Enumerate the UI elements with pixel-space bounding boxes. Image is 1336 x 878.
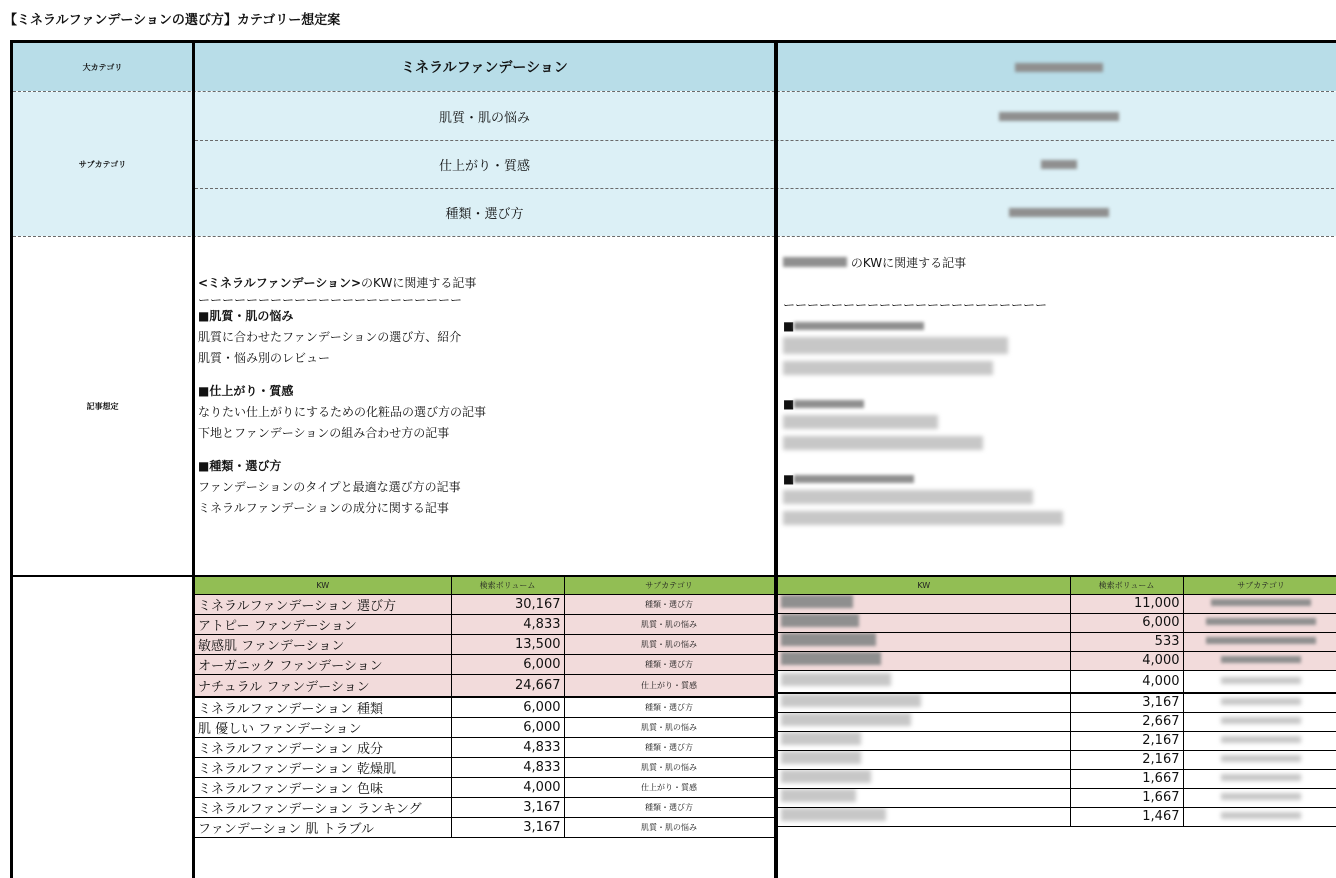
table-row <box>195 654 774 674</box>
subcategory-cell[interactable]: 肌質・肌の悩み <box>564 614 774 634</box>
table-row <box>778 731 1336 750</box>
major-category-right-cell[interactable] <box>778 43 1336 91</box>
volume-cell[interactable]: 4,833 <box>451 614 564 634</box>
spreadsheet <box>10 40 1336 878</box>
volume-cell[interactable]: 6,000 <box>451 697 564 718</box>
subcategory-cell[interactable]: 肌質・肌の悩み <box>564 758 774 778</box>
blurred-sub-category <box>1041 160 1077 169</box>
volume-cell[interactable]: 2,167 <box>1070 750 1183 769</box>
sub-category-label-cell[interactable] <box>13 92 192 236</box>
subcategory-cell[interactable]: 肌質・肌の悩み <box>564 634 774 654</box>
sub-category-right-1[interactable] <box>778 92 1336 140</box>
volume-cell[interactable]: 4,833 <box>451 758 564 778</box>
kw-cell[interactable]: ミネラルファンデーション 成分 <box>195 738 451 758</box>
table-row <box>778 807 1336 826</box>
kw-cell[interactable]: オーガニック ファンデーション <box>195 654 451 674</box>
article-plan-right[interactable]: のKWに関連する記事 ーーーーーーーーーーーーーーーーーーーーーー ■ ■ ■ <box>783 253 1063 532</box>
volume-cell[interactable]: 6,000 <box>451 718 564 738</box>
volume-cell[interactable]: 1,667 <box>1070 788 1183 807</box>
kw-header[interactable]: KW <box>778 577 1070 594</box>
sub-category-label: サブカテゴリ <box>78 159 127 169</box>
table-row <box>195 818 774 838</box>
article-section-heading: ■仕上がり・質感 <box>198 384 294 398</box>
subcategory-cell[interactable]: 仕上がり・質感 <box>564 674 774 697</box>
article-plan-left[interactable] <box>198 273 486 519</box>
sub-category-value: 肌質・肌の悩み <box>438 110 530 126</box>
article-label: 記事想定 <box>86 401 119 411</box>
blurred-sub-category <box>1009 208 1109 217</box>
article-section-line: 下地とファンデーションの組み合わせ方の記事 <box>198 426 450 440</box>
subcategory-header[interactable]: サブカテゴリ <box>1183 577 1336 594</box>
article-intro-bold: <ミネラルファンデーション> <box>198 276 362 290</box>
table-row <box>195 674 774 697</box>
sub-category-right-2[interactable] <box>778 140 1336 188</box>
right-article-suffix: のKWに関連する記事 <box>850 256 967 270</box>
article-section-heading: ■肌質・肌の悩み <box>198 309 294 323</box>
sub-category-left-3[interactable] <box>195 188 774 236</box>
table-row <box>195 634 774 654</box>
volume-cell[interactable]: 3,167 <box>451 818 564 838</box>
table-row <box>195 798 774 818</box>
table-row <box>195 594 774 614</box>
table-row <box>778 788 1336 807</box>
volume-cell[interactable]: 3,167 <box>451 798 564 818</box>
subcategory-cell[interactable]: 種類・選び方 <box>564 594 774 614</box>
volume-cell[interactable]: 2,167 <box>1070 731 1183 750</box>
article-section-line: ファンデーションのタイプと最適な選び方の記事 <box>198 480 461 494</box>
volume-cell[interactable]: 6,000 <box>1070 613 1183 632</box>
blurred-major-category <box>1015 63 1103 72</box>
article-section-line: ミネラルファンデーションの成分に関する記事 <box>198 501 449 515</box>
table-row <box>778 651 1336 670</box>
sub-category-value: 仕上がり・質感 <box>438 158 530 174</box>
kw-table-right <box>778 577 1336 827</box>
volume-cell[interactable]: 30,167 <box>451 594 564 614</box>
article-section-line: 肌質・悩み別のレビュー <box>198 351 331 365</box>
volume-cell[interactable]: 4,833 <box>451 738 564 758</box>
major-category-value: ミネラルファンデーション <box>401 60 568 76</box>
volume-header[interactable]: 検索ボリューム <box>451 577 564 594</box>
article-label-cell[interactable] <box>13 237 192 575</box>
subcategory-cell[interactable]: 種類・選び方 <box>564 738 774 758</box>
volume-cell[interactable]: 4,000 <box>1070 670 1183 693</box>
volume-cell[interactable]: 533 <box>1070 632 1183 651</box>
major-category-label: 大カテゴリ <box>82 62 123 72</box>
article-divider: ーーーーーーーーーーーーーーーーーーーーーー <box>198 293 463 307</box>
right-article-divider: ーーーーーーーーーーーーーーーーーーーーーー <box>783 298 1048 312</box>
sub-category-left-2[interactable] <box>195 140 774 188</box>
volume-cell[interactable]: 11,000 <box>1070 594 1183 613</box>
kw-cell[interactable]: ミネラルファンデーション 選び方 <box>195 594 451 614</box>
blurred-sub-category <box>999 112 1119 121</box>
volume-cell[interactable]: 4,000 <box>451 778 564 798</box>
volume-cell[interactable]: 24,667 <box>451 674 564 697</box>
volume-cell[interactable]: 4,000 <box>1070 651 1183 670</box>
table-row <box>778 670 1336 693</box>
table-row <box>778 594 1336 613</box>
table-row <box>778 613 1336 632</box>
blurred-keyword <box>783 257 847 267</box>
kw-cell[interactable]: ミネラルファンデーション 種類 <box>195 697 451 718</box>
kw-cell[interactable]: 肌 優しい ファンデーション <box>195 718 451 738</box>
table-row <box>778 693 1336 712</box>
table-row <box>778 712 1336 731</box>
volume-header[interactable]: 検索ボリューム <box>1070 577 1183 594</box>
article-section-line: 肌質に合わせたファンデーションの選び方、紹介 <box>198 330 462 344</box>
kw-cell[interactable]: アトピー ファンデーション <box>195 614 451 634</box>
table-row <box>195 758 774 778</box>
kw-cell[interactable]: ファンデーション 肌 トラブル <box>195 818 451 838</box>
table-row <box>195 718 774 738</box>
table-row <box>195 778 774 798</box>
subcategory-cell[interactable]: 種類・選び方 <box>564 798 774 818</box>
table-row <box>778 750 1336 769</box>
subcategory-cell[interactable]: 種類・選び方 <box>564 697 774 718</box>
kw-table-left <box>195 577 775 838</box>
major-category-left-cell[interactable] <box>195 43 774 91</box>
sub-category-left-1[interactable] <box>195 92 774 140</box>
article-intro-rest: のKWに関連する記事 <box>361 276 477 290</box>
subcategory-cell[interactable]: 肌質・肌の悩み <box>564 818 774 838</box>
volume-cell[interactable]: 1,467 <box>1070 807 1183 826</box>
table-row <box>195 697 774 718</box>
volume-cell[interactable]: 2,667 <box>1070 712 1183 731</box>
kw-cell[interactable]: ミネラルファンデーション 色味 <box>195 778 451 798</box>
table-row <box>778 769 1336 788</box>
subcategory-header[interactable]: サブカテゴリ <box>564 577 774 594</box>
table-row <box>195 738 774 758</box>
kw-cell[interactable]: ナチュラル ファンデーション <box>195 674 451 697</box>
sub-category-right-3[interactable] <box>778 188 1336 236</box>
volume-cell[interactable]: 1,667 <box>1070 769 1183 788</box>
table-row <box>778 632 1336 651</box>
volume-cell[interactable]: 13,500 <box>451 634 564 654</box>
kw-cell[interactable]: 敏感肌 ファンデーション <box>195 634 451 654</box>
kw-cell[interactable]: ミネラルファンデーション ランキング <box>195 798 451 818</box>
article-section-line: なりたい仕上がりにするための化粧品の選び方の記事 <box>198 405 487 419</box>
kw-cell[interactable]: ミネラルファンデーション 乾燥肌 <box>195 758 451 778</box>
major-category-label-cell[interactable] <box>13 43 192 91</box>
kw-header[interactable]: KW <box>195 577 451 594</box>
page-title: 【ミネラルファンデーションの選び方】カテゴリー想定案 <box>4 13 341 28</box>
sub-category-value: 種類・選び方 <box>445 206 524 222</box>
article-section-heading: ■種類・選び方 <box>198 459 282 473</box>
volume-cell[interactable]: 3,167 <box>1070 693 1183 712</box>
subcategory-cell[interactable]: 種類・選び方 <box>564 654 774 674</box>
subcategory-cell[interactable]: 肌質・肌の悩み <box>564 718 774 738</box>
volume-cell[interactable]: 6,000 <box>451 654 564 674</box>
subcategory-cell[interactable]: 仕上がり・質感 <box>564 778 774 798</box>
table-row <box>195 614 774 634</box>
